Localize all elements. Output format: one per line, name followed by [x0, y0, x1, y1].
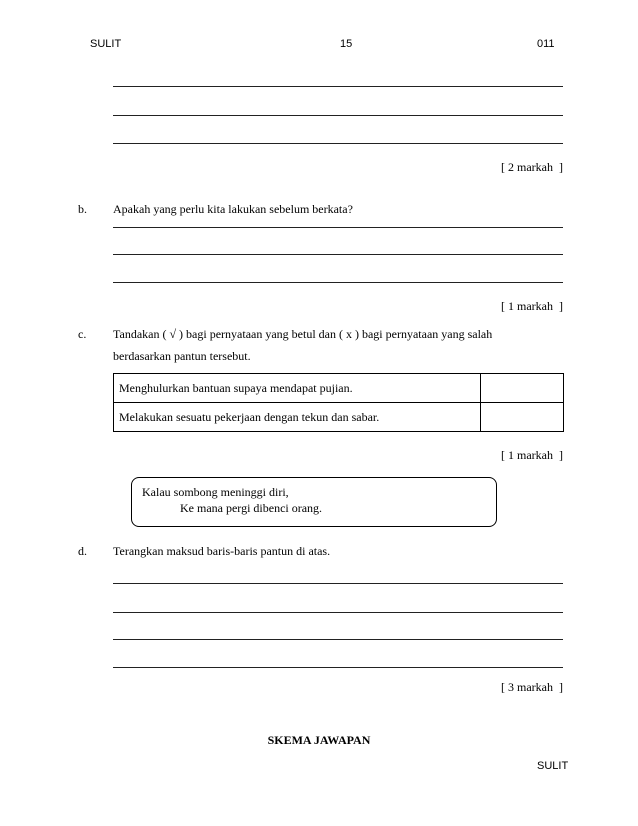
answer-box[interactable]: [481, 374, 564, 403]
table-row: [114, 403, 564, 432]
paper-code: 011: [537, 38, 555, 50]
question-b-label: b.: [78, 202, 87, 216]
answer-line: [113, 282, 563, 283]
question-d-text: Terangkan maksud baris-baris pantun di atas.: [113, 544, 331, 558]
answer-line: [113, 254, 563, 255]
question-b-text: Apakah yang perlu kita lakukan sebelum berkata?: [113, 202, 353, 216]
statement-table: [113, 373, 564, 432]
question-c-instruction-2: berdasarkan pantun tersebut.: [113, 349, 251, 363]
pantun-line-2: Ke mana pergi dibenci orang.: [180, 501, 323, 515]
question-d-label: d.: [78, 544, 87, 558]
skema-jawapan-heading: SKEMA JAWAPAN: [267, 733, 371, 747]
answer-line: [113, 115, 563, 116]
page-number: 15: [340, 38, 353, 50]
answer-line: [113, 612, 563, 613]
marks-label-d: [ 3 markah ]: [501, 680, 563, 694]
question-c-label: c.: [78, 327, 87, 341]
answer-line: [113, 639, 563, 640]
statement-text: Menghulurkan bantuan supaya mendapat pujian.: [114, 374, 481, 403]
question-c-instruction: Tandakan ( √ ) bagi pernyataan yang betul dan ( x ) bagi pernyataan yang salah: [113, 327, 493, 341]
header-sulit: SULIT: [90, 38, 122, 50]
table-row: [114, 374, 564, 403]
marks-label-c: [ 1 markah ]: [501, 448, 563, 462]
footer-sulit: SULIT: [537, 760, 569, 772]
pantun-line-1: Kalau sombong meninggi diri,: [142, 485, 289, 499]
marks-label-b: [ 1 markah ]: [501, 299, 563, 313]
answer-line: [113, 583, 563, 584]
pantun-box: [131, 477, 497, 527]
marks-label-a: [ 2 markah ]: [501, 160, 563, 174]
answer-line: [113, 667, 563, 668]
answer-line: [113, 86, 563, 87]
statement-text: Melakukan sesuatu pekerjaan dengan tekun dan sabar.: [114, 403, 481, 432]
answer-box[interactable]: [481, 403, 564, 432]
answer-line: [113, 227, 563, 228]
answer-line: [113, 143, 563, 144]
